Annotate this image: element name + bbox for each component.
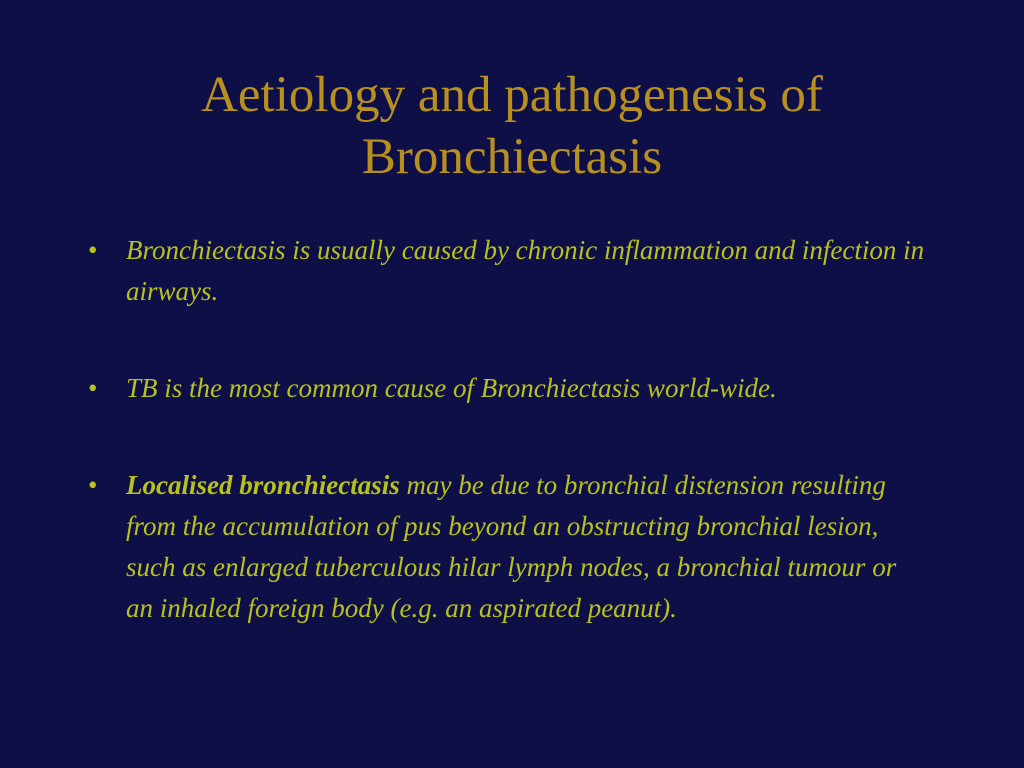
bullet-item [88, 230, 928, 312]
bullet-icon: • [88, 235, 98, 265]
bullet-text: may be due to bronchial distension resulting from the accumulation of pus beyond an obstructing bronchial lesion, such as enlarged tuberculous hilar lymph nodes, a bronchial tumour or an inhaled foreign body (e.g. an aspirated peanut). [126, 470, 897, 623]
bullet-item [88, 465, 928, 629]
bullet-icon: • [88, 373, 98, 403]
bullet-icon: • [88, 470, 98, 500]
slide-title: Aetiology and pathogenesis of Bronchiectasis [201, 67, 823, 185]
bullet-list [88, 230, 928, 629]
bullet-text: TB is the most common cause of Bronchiectasis world-wide. [126, 373, 777, 403]
bullet-text: Bronchiectasis is usually caused by chronic inflammation and infection in airways. [126, 235, 925, 306]
bullet-item [88, 368, 928, 409]
bullet-lead-text: Localised bronchiectasis [126, 470, 400, 500]
